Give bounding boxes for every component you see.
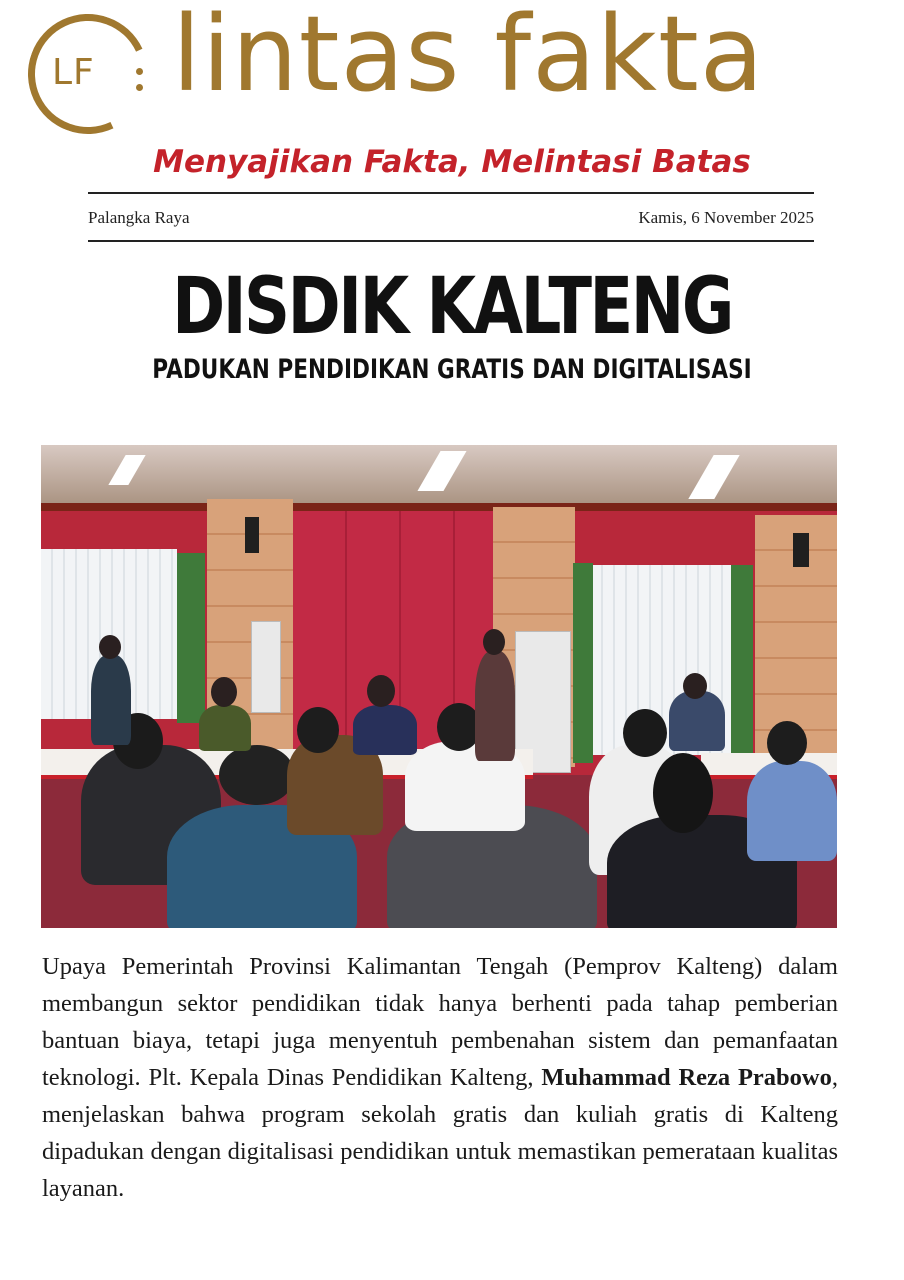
official-name: Muhammad Reza Prabowo — [541, 1064, 832, 1091]
person — [747, 761, 837, 861]
person — [669, 691, 725, 751]
person — [475, 651, 515, 761]
logo-colon-icon — [136, 68, 144, 92]
person — [199, 705, 251, 751]
body-text-rest: , menjelaskan bahwa program sekolah gratis dan kuliah gratis di Kalteng dipadukan dengan digitalisasi pendidikan untuk memastikan pemerataan kualitas layanan. — [42, 1064, 839, 1202]
dateline-date: Kamis, 6 November 2025 — [638, 208, 814, 227]
body-text-intro: Upaya Pemerintah Provinsi Kalimantan Tengah (Pemprov Kalteng) dalam membangun sektor pendidikan tidak hanya berhenti pada tahap pemberian bantuan biaya, tetapi juga menyentuh pembenahan sistem dan pemanfaatan teknologi. Plt. Kepala Dinas Pendidikan Kalteng, — [42, 953, 838, 1091]
dateline-location: Palangka Raya — [88, 208, 190, 227]
person-head — [211, 677, 237, 707]
curtain — [177, 553, 205, 723]
article-photo[interactable] — [41, 445, 837, 928]
bottom-divider — [88, 240, 814, 242]
person — [353, 705, 417, 755]
masthead-logo[interactable] — [22, 0, 882, 148]
article-body — [42, 948, 838, 1207]
standing-ac — [251, 621, 281, 713]
person-head — [99, 635, 121, 659]
logo-monogram: LF — [52, 52, 95, 93]
headline: DISDIK KALTENG — [172, 262, 732, 352]
person-head — [219, 745, 295, 805]
logo-name: lintas fakta — [172, 0, 765, 115]
person-head — [297, 707, 339, 753]
subheadline: PADUKAN PENDIDIKAN GRATIS DAN DIGITALISASI — [152, 354, 752, 385]
top-divider — [88, 192, 814, 194]
person-head — [623, 709, 667, 757]
person-head — [683, 673, 707, 699]
curtain — [731, 565, 753, 755]
person-head — [653, 753, 713, 833]
person-head — [483, 629, 505, 655]
wall-speaker — [245, 517, 259, 553]
person — [91, 655, 131, 745]
curtain — [573, 563, 593, 763]
person-head — [767, 721, 807, 765]
wall-speaker — [793, 533, 809, 567]
person-head — [367, 675, 395, 707]
tagline: Menyajikan Fakta, Melintasi Batas — [153, 144, 751, 180]
